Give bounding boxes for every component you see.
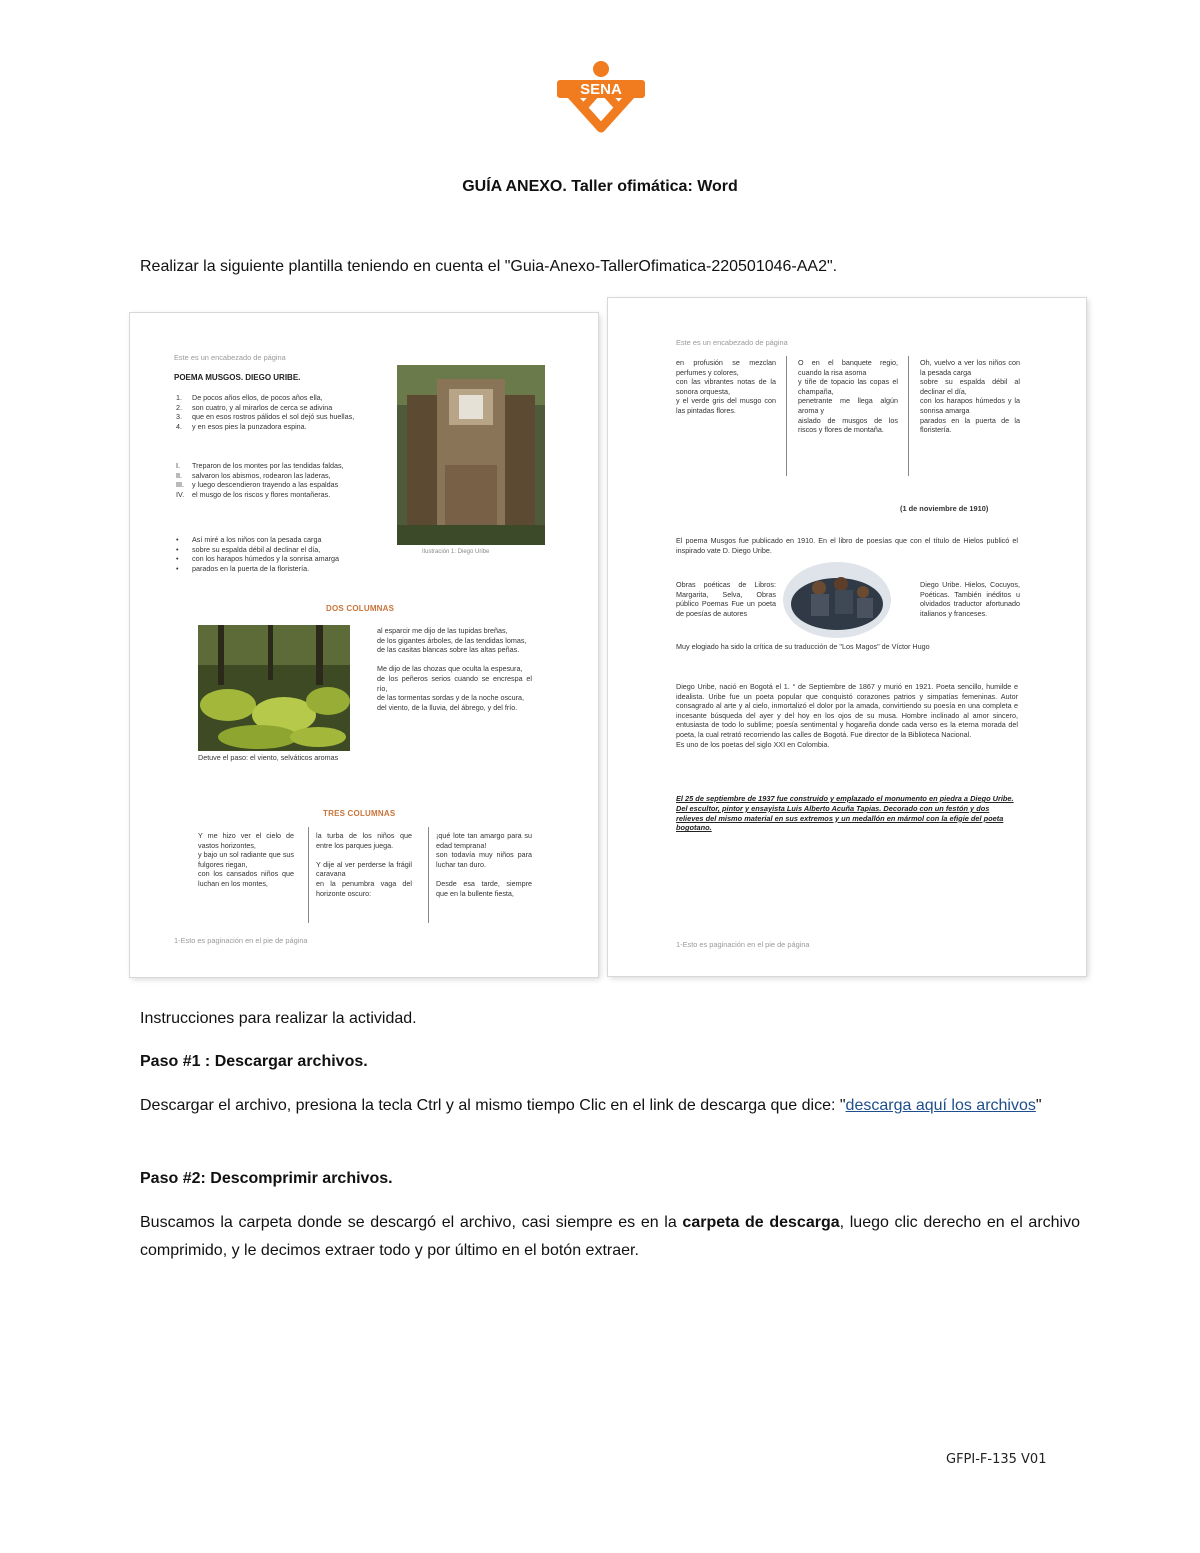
three-col-2: O en el banquete regio, cuando la risa asoma y tiñe de topacio las copas el champaña, penetrante me llega algún aroma y aislado de musgos de los riscos y flores de montaña. — [798, 358, 898, 435]
column-divider — [786, 356, 787, 476]
numbered-list — [174, 393, 389, 431]
sena-logo — [555, 58, 647, 142]
preview-page-right — [608, 298, 1086, 976]
document-code: GFPI-F-135 V01 — [946, 1452, 1047, 1467]
list-item: • con los harapos húmedos y la sonrisa amarga — [176, 554, 340, 564]
image-caption: Ilustración 1: Diego Uribe — [422, 549, 490, 555]
list-item: 2. son cuatro, y al mirarlos de cerca se adivina — [176, 402, 333, 412]
date-text: (1 de noviembre de 1910) — [900, 504, 989, 513]
monument-photo — [397, 365, 545, 545]
column-divider — [428, 827, 429, 923]
page-footer-text: 1-Esto es paginación en el pie de página — [676, 940, 810, 949]
list-item: I. Treparon de los montes por las tendidas faldas, — [176, 461, 344, 470]
list-item: 4. y en esos pies la punzadora espina. — [176, 421, 307, 431]
roman-list — [174, 461, 389, 499]
step1-text: Descargar el archivo, presiona la tecla Ctrl y al mismo tiempo Clic en el link de descarga que dice: "descarga aquí los archivos" — [140, 1097, 1042, 1114]
three-col-3: Oh, vuelvo a ver los niños con la pesada carga sobre su espalda débil al declinar el día, con los harapos húmedos y la sonrisa amarga parados en la puerta de la floristería. — [920, 358, 1020, 435]
poem-title: POEMA MUSGOS. DIEGO URIBE. — [174, 373, 301, 382]
list-item: • sobre su espalda débil al declinar el día, — [176, 544, 321, 554]
list-item: III. y luego descendieron trayendo a las espaldas — [176, 480, 339, 490]
three-col-1: en profusión se mezclan perfumes y colores, con las vibrantes notas de la sonora orquesta, y el verde gris del musgo con las pintadas flores. — [676, 358, 776, 415]
step1-title: Paso #1 : Descargar archivos. — [140, 1053, 368, 1070]
moss-forest-photo — [198, 625, 350, 751]
instructions-heading: Instrucciones para realizar la actividad. — [140, 1010, 417, 1027]
intro-text: Realizar la siguiente plantilla teniendo en cuenta el "Guia-Anexo-TallerOfimatica-220501046-AA2". — [140, 258, 838, 275]
svg-text:SENA: SENA — [580, 81, 622, 98]
document-title: GUÍA ANEXO. Taller ofimática: Word — [462, 178, 738, 195]
dos-columnas-right: al esparcir me dijo de las tupidas breñas, de los gigantes árboles, de las tendidas lomas, de las casitas blancas sobre las altas peñas. Me dijo de las chozas que oculta la espesura, de los peñeros serios cuando se encrespa el río, de las tormentas sordas y de la noche oscura, del viento, de la lluvia, del ábrego, y del frío. — [377, 626, 532, 712]
column-divider — [908, 356, 909, 476]
list-item: 1. De pocos años ellos, de pocos años ella, — [176, 393, 323, 402]
bullet-list — [174, 535, 389, 573]
column-divider — [308, 827, 309, 923]
list-item: IV. el musgo de los riscos y flores montañeras. — [176, 489, 331, 499]
step2-title: Paso #2: Descomprimir archivos. — [140, 1170, 393, 1187]
section-heading-dos-columnas: DOS COLUMNAS — [326, 604, 395, 613]
step2-text: Buscamos la carpeta donde se descargó el archivo, casi siempre es en la carpeta de descarga, luego clic derecho en el archivo comprimido, y le decimos extraer todo y por último en el botón extraer. — [140, 1214, 1080, 1259]
tres-columnas-col3: ¡qué lote tan amargo para su edad temprana! son todavía muy niños para luchar tan duro. Desde esa tarde, siempre que en la bullente fiesta, — [436, 831, 532, 898]
wrap-text-left: Obras poéticas de Libros: Margarita, Selva, Obras público Poemas Fue un poeta de poesías de autores — [676, 580, 776, 618]
paragraph-monument: El 25 de septiembre de 1937 fue construido y emplazado el monumento en piedra a Diego Uribe. Del escultor, pintor y ensayista Luis Alberto Acuña Tapias. Decorado con un festón y dos relieves del mismo material en sus extremos y un medallón en mármol con la efigie del poeta bogotano. — [676, 794, 1014, 833]
paragraph-publication: El poema Musgos fue publicado en 1910. En el libro de poesías que con el título de Hielos publicó el inspirado vate D. Diego Uribe. — [676, 536, 1018, 555]
section-heading-tres-columnas: TRES COLUMNAS — [323, 809, 396, 818]
list-item: • parados en la puerta de la floristería. — [176, 563, 310, 573]
preview-page-left — [130, 313, 598, 977]
tres-columnas-col2: la turba de los niños que entre los parques juega. Y dije al ver perderse la frágil caravana en la penumbra vaga del horizonte oscuro: — [316, 831, 412, 898]
dos-columnas-left: Detuve el paso: el viento, selváticos aromas — [198, 753, 339, 762]
wrap-text-right: Diego Uribe. Hielos, Cocuyos, Poéticas. También inéditos u olvidados traductor afortunado italianos y franceses. — [920, 580, 1020, 618]
paragraph-translation: Muy elogiado ha sido la crítica de su traducción de "Los Magos" de Víctor Hugo — [676, 642, 930, 651]
page-footer-text: 1-Esto es paginación en el pie de página — [174, 936, 308, 945]
list-item: • Así miré a los niños con la pesada carga — [176, 535, 322, 544]
tres-columnas-col1: Y me hizo ver el cielo de vastos horizontes, y bajo un sol radiante que sus fulgores riegan, con los cansados niños que luchan en los montes, — [198, 831, 294, 888]
paragraph-biography: Diego Uribe, nació en Bogotá el 1. ° de Septiembre de 1867 y murió en 1921. Poeta sencillo, humilde e idealista. Uribe fue un poeta popular que conquistó corazones patrios y simpatías femeninas. Autor consagrado al arte y al cielo, inmortalizó el dolor por la amada, convirtiendo su poesía en una completa e incesante búsqueda del ayer y del hoy en los ojos de su musa. Hombre inclinado al amor sincero, entusiasta de todo lo sublime; poesía sentimental y hogareña donde cada verso es la eterna morada del poeta, la cual retrató recorriendo las calles de Bogotá. Fue director de la Biblioteca Nacional. Es uno de los poetas del siglo XXI en Colombia. — [676, 682, 1018, 749]
page-header-text: Este es un encabezado de página — [174, 353, 286, 362]
list-item: 3. que en esos rostros pálidos el sol dejó sus huellas, — [176, 412, 355, 422]
list-item: II. salvaron los abismos, rodearon las laderas, — [176, 470, 331, 480]
children-photo — [783, 562, 891, 638]
download-link[interactable]: descarga aquí los archivos — [845, 1097, 1036, 1114]
page-header-text: Este es un encabezado de página — [676, 338, 788, 347]
